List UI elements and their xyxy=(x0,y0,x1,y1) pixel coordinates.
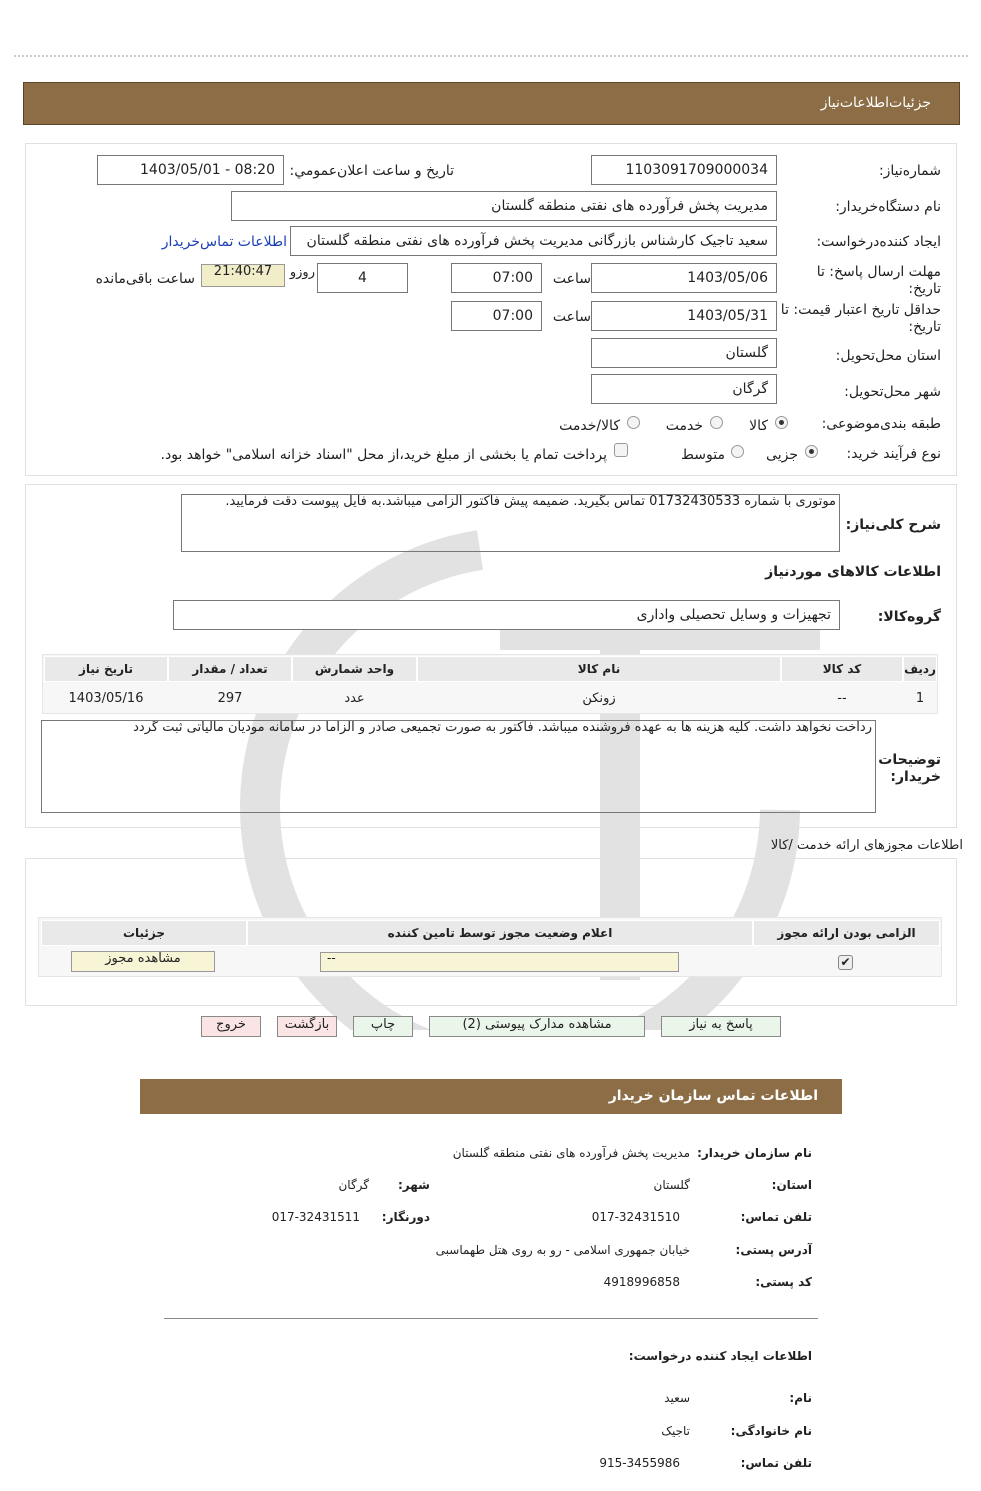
creator-name-label: نام: xyxy=(789,1391,812,1405)
deadline-date-field: 1403/05/06 xyxy=(591,263,777,293)
city-field: گرگان xyxy=(591,374,777,404)
contact-postal-value: 4918996858 xyxy=(603,1275,680,1289)
reply-button[interactable]: پاسخ به نیاز xyxy=(661,1016,781,1037)
cell-qty: 297 xyxy=(217,691,243,706)
goods-group-field: تجهیزات و وسایل تحصیلی واداری xyxy=(173,600,840,630)
remaining-time-field: 21:40:47 xyxy=(201,264,285,287)
exit-button[interactable]: خروج xyxy=(201,1016,261,1037)
contact-fax-value: 017-32431511 xyxy=(271,1210,360,1224)
creator-family-label: نام خانوادگی: xyxy=(730,1424,812,1438)
attachments-button[interactable]: مشاهده مدارک پیوستی (2) xyxy=(429,1016,645,1037)
buyer-notes-label: توضیحات خریدار: xyxy=(878,752,941,785)
contact-org-label: نام سازمان خریدار: xyxy=(697,1146,812,1160)
col-header-qty: تعداد / مقدار xyxy=(168,656,292,682)
creator-info-title: اطلاعات ایجاد کننده درخواست: xyxy=(628,1349,812,1363)
validity-time-field: 07:00 xyxy=(451,301,542,331)
col-header-unit: واحد شمارش xyxy=(292,656,417,682)
cell-unit: عدد xyxy=(344,691,365,706)
col-header-name: نام کالا xyxy=(417,656,781,682)
contact-divider xyxy=(164,1318,818,1319)
top-separator xyxy=(14,55,968,57)
view-permit-button[interactable]: مشاهده مجوز xyxy=(71,951,215,972)
contact-postal-label: کد پستی: xyxy=(755,1275,812,1289)
category-option-both: کالا/خدمت xyxy=(559,418,620,434)
print-button[interactable]: چاپ xyxy=(353,1016,413,1037)
permit-col-details: جزئیات xyxy=(41,920,247,946)
creator-name-value: سعید xyxy=(664,1391,690,1405)
province-label: استان محل‌تحویل: xyxy=(835,348,941,364)
category-radio-both[interactable] xyxy=(627,416,640,429)
col-header-code: کد کالا xyxy=(781,656,903,682)
category-label: طبقه بندی‌موضوعی: xyxy=(821,416,941,432)
category-radio-service[interactable] xyxy=(710,416,723,429)
days-label: روزو xyxy=(289,265,315,280)
goods-section-title: اطلاعات کالاهای مورد‌نیاز xyxy=(765,564,941,580)
treasury-checkbox[interactable] xyxy=(614,443,628,457)
remaining-time-label: ساعت باقی‌مانده xyxy=(95,271,195,287)
contact-phone-value: 017-32431510 xyxy=(591,1210,680,1224)
buyer-org-field: مدیریت پخش فرآورده های نفتی منطقه گلستان xyxy=(231,191,777,221)
validity-date-field: 1403/05/31 xyxy=(591,301,777,331)
permits-title: اطلاعات مجوزهای ارائه خدمت /کالا xyxy=(770,838,963,853)
contact-fax-label: دورنگار: xyxy=(381,1210,430,1224)
contact-address-label: آدرس پستی: xyxy=(735,1243,812,1257)
cell-code: -- xyxy=(837,691,847,706)
process-option-minor: جزیی xyxy=(766,447,798,463)
buyer-org-label: نام دستگاه‌خريدار: xyxy=(835,199,941,215)
validity-time-label: ساعت xyxy=(552,309,591,325)
permit-status-field[interactable]: -- xyxy=(320,952,679,972)
page-header xyxy=(23,82,960,125)
need-number-label: شماره‌نیاز: xyxy=(878,163,941,179)
process-label: نوع فرآیند خرید: xyxy=(846,446,941,462)
process-option-medium: متوسط xyxy=(681,447,725,463)
deadline-label: مهلت ارسال پاسخ: تا تاریخ: xyxy=(816,264,941,297)
back-button[interactable]: بازگشت xyxy=(277,1016,337,1037)
creator-field: سعید تاجیک کارشناس بازرگانی مدیریت پخش فرآورده های نفتی منطقه گلستان xyxy=(290,226,777,256)
creator-family-value: تاجیک xyxy=(661,1424,690,1438)
process-radio-minor[interactable] xyxy=(805,445,818,458)
category-radio-goods[interactable] xyxy=(775,416,788,429)
permit-required-checkbox: ✔ xyxy=(838,955,853,970)
contact-header xyxy=(140,1079,842,1114)
goods-group-label: گروه‌کالا: xyxy=(877,609,941,625)
treasury-payment-text: پرداخت تمام یا بخشی از مبلغ خرید،از محل "اسناد خزانه اسلامی" خواهد بود. xyxy=(160,447,607,463)
col-header-date: تاریخ نیاز xyxy=(44,656,168,682)
contact-address-value: خیابان جمهوری اسلامی - رو به روی هتل طهماسبی xyxy=(435,1243,690,1257)
category-option-service: خدمت xyxy=(665,418,703,434)
contact-province-value: گلستان xyxy=(653,1178,690,1192)
buyer-notes-textarea[interactable]: رداخت نخواهد داشت. کلیه هزینه ها به عهده فروشنده میباشد. فاکتور به صورت تجمیعی صادر و الزاما در سامانه مودیان مالیاتی ثبت گردد xyxy=(41,720,876,813)
summary-label: شرح کلی‌نیاز: xyxy=(845,517,941,533)
contact-title: اطلاعات تماس سازمان خریدار xyxy=(608,1088,818,1104)
cell-date: 1403/05/16 xyxy=(68,691,144,706)
creator-phone-label: تلفن تماس: xyxy=(740,1456,812,1470)
creator-label: ایجاد کننده‌درخواست: xyxy=(816,234,941,250)
col-header-row: ردیف xyxy=(903,656,937,682)
buyer-contact-link[interactable]: اطلاعات تماس‌خریدار xyxy=(161,234,287,250)
cell-row-index: 1 xyxy=(915,691,925,706)
need-number-field: 1103091709000034 xyxy=(591,155,777,185)
contact-province-label: استان: xyxy=(771,1178,812,1192)
category-option-goods: کالا xyxy=(749,418,768,434)
validity-label: حداقل تاریخ اعتبار قیمت: تا تاریخ: xyxy=(780,302,941,335)
announce-label: تاریخ و ساعت اعلان‌عمومي: xyxy=(289,163,454,179)
contact-phone-label: تلفن تماس: xyxy=(740,1210,812,1224)
contact-city-label: شهر: xyxy=(398,1178,430,1192)
days-field: 4 xyxy=(317,263,408,293)
creator-phone-value: 915-3455986 xyxy=(599,1456,680,1470)
deadline-time-label: ساعت xyxy=(552,271,591,287)
cell-name: زونکن xyxy=(582,691,616,706)
deadline-time-field: 07:00 xyxy=(451,263,542,293)
process-radio-medium[interactable] xyxy=(731,445,744,458)
page-title: جزئیات‌اطلاعات‌نیاز xyxy=(820,95,931,111)
province-field: گلستان xyxy=(591,338,777,368)
summary-textarea[interactable]: موتوری با شماره 01732430533 تماس بگیرید. ضمیمه پیش فاکتور الزامی میباشد.به فایل پیوست دقت فرمایید. xyxy=(181,494,840,552)
announce-field: 1403/05/01 - 08:20 xyxy=(97,155,284,185)
city-label: شهر محل‌تحویل: xyxy=(844,384,941,400)
permit-col-status: اعلام وضعیت مجوز توسط تامین کننده xyxy=(247,920,753,946)
contact-city-value: گرگان xyxy=(338,1178,369,1192)
permit-col-required: الزامی بودن ارائه مجوز xyxy=(753,920,940,946)
contact-org-value: مدیریت پخش فرآورده های نفتی منطقه گلستان xyxy=(452,1146,690,1160)
